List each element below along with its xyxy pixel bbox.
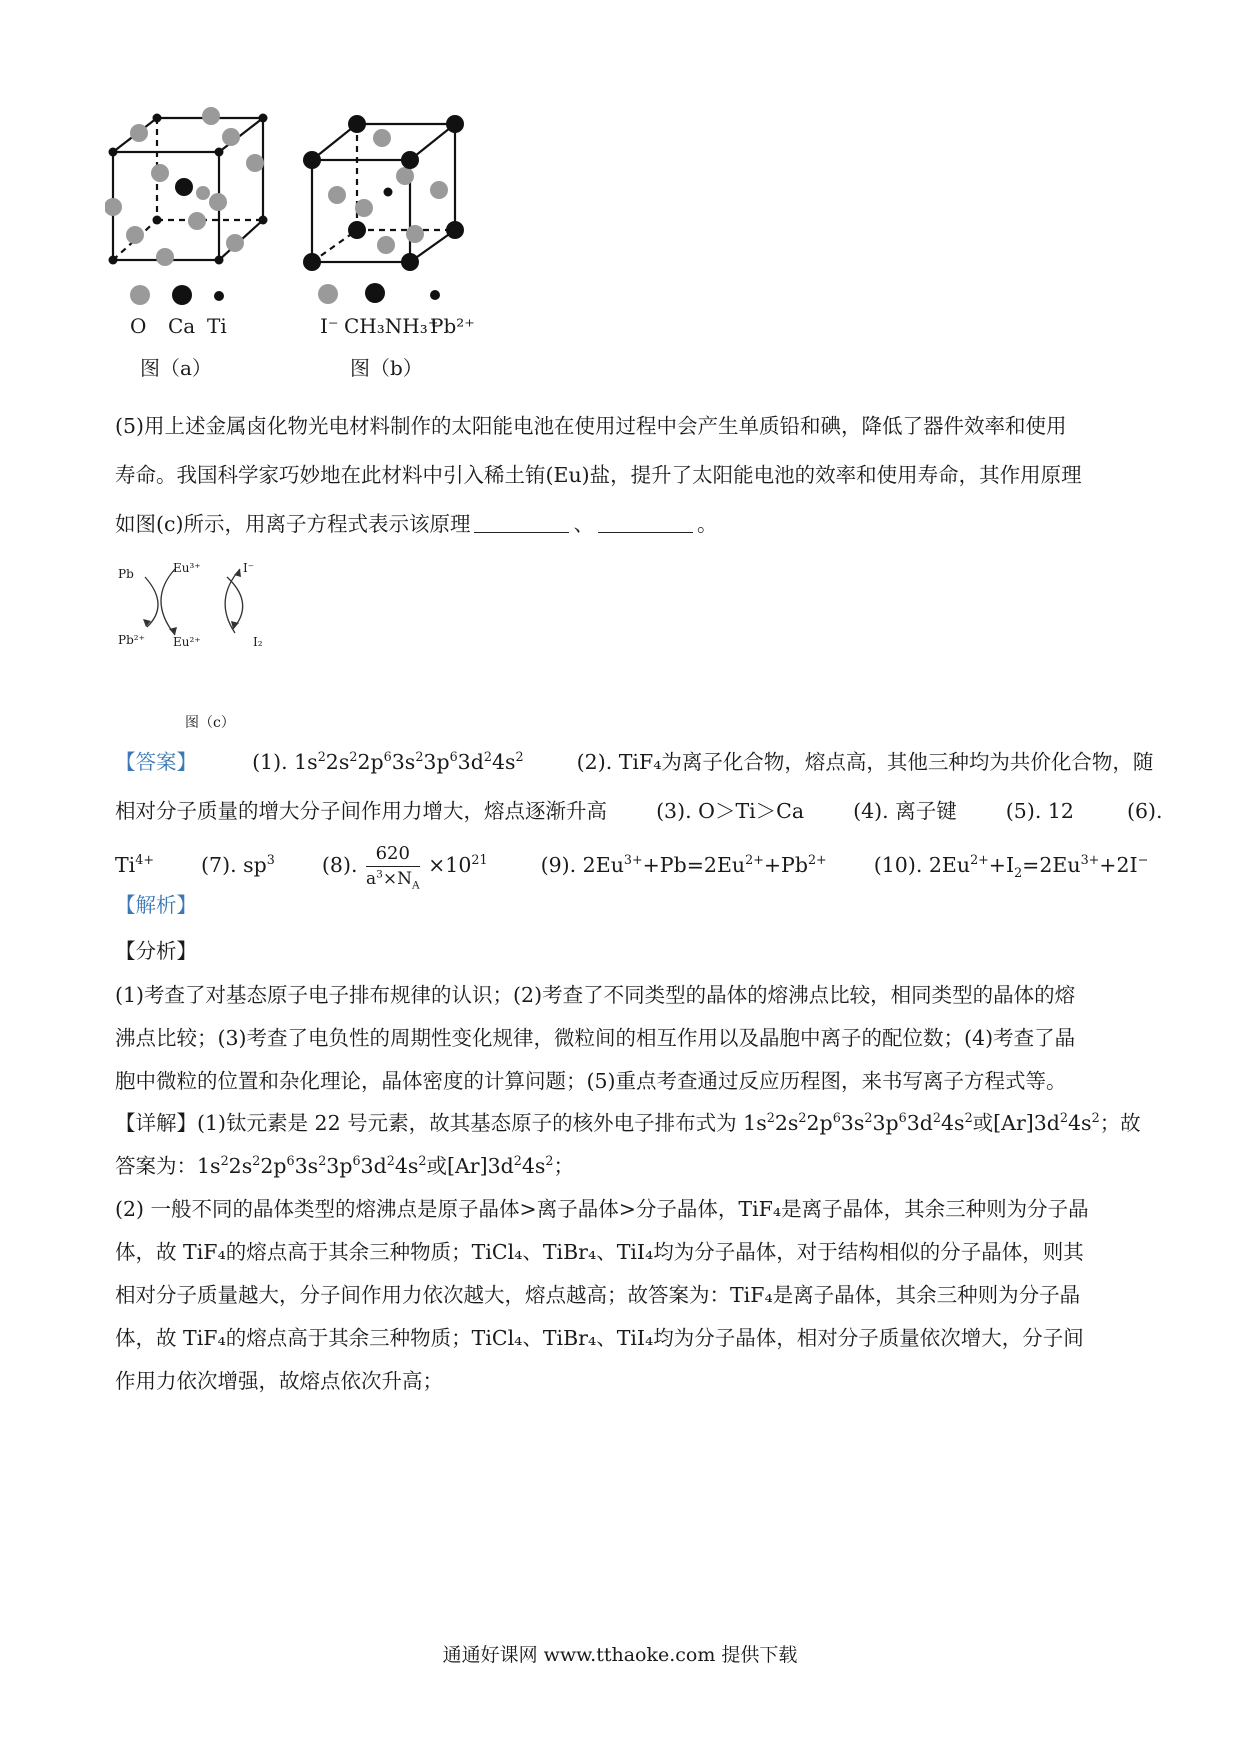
answer-4: (4). 离子键 [853, 799, 957, 823]
answer-6-value: $Ti^{4+}$ [115, 852, 154, 877]
analysis-block [115, 882, 1125, 1103]
question-5-line-3: 如图(c)所示，用离子方程式表示该原理 、 。 [115, 512, 718, 536]
answer-line-1 [115, 738, 1154, 787]
answer-3: (3). O＞Ti＞Ca [656, 799, 805, 823]
figure-a-crystal-cell [105, 100, 305, 340]
answer-8-label: (8). [321, 853, 358, 877]
analysis-sub-label: 【分析】 [115, 939, 197, 963]
label-i2: I₂ [253, 635, 263, 649]
legend-pb2: Pb²⁺ [430, 314, 475, 338]
fraction-denominator: $a^3\times N_A$ [366, 868, 420, 892]
detail-line-7: 作用力依次增强，故熔点依次升高； [115, 1369, 443, 1393]
answer-block [115, 738, 1163, 894]
analysis-line-2: 沸点比较；(3)考查了电负性的周期性变化规律，微粒间的相互作用以及晶胞中离子的配位数；(4)考查了晶 [115, 1026, 1076, 1050]
detail-line-1: 【详解】(1)钛元素是 22 号元素，故其基态原子的核外电子排布式为 $1s^22s^22p^63s^23p^63d^24s^2$或$[Ar]3d^24s^2$；故 [115, 1110, 1141, 1135]
detail-line-4: 体，故 TiF₄的熔点高于其余三种物质；TiCl₄、TiBr₄、TiI₄均为分子晶体，对于结构相似的分子晶体，则其 [115, 1240, 1084, 1264]
detail-line-6: 体，故 TiF₄的熔点高于其余三种物质；TiCl₄、TiBr₄、TiI₄均为分子晶体，相对分子质量依次增大，分子间 [115, 1326, 1084, 1350]
answer-1: (1). $1s^22s^22p^63s^23p^63d^24s^2$ [252, 749, 524, 774]
question-5-line-2: 寿命。我国科学家巧妙地在此材料中引入稀土铕(Eu)盐，提升了太阳能电池的效率和使用寿命，其作用原理 [115, 463, 1082, 487]
detail-block [115, 1102, 1141, 1403]
label-pb: Pb [118, 567, 134, 581]
answer-5: (5). 12 [1005, 799, 1074, 823]
label-eu2: Eu²⁺ [173, 635, 201, 649]
page-footer: 通通好课网 www.tthaoke.com 提供下载 [442, 1644, 798, 1666]
detail-line-3: (2) 一般不同的晶体类型的熔沸点是原子晶体>离子晶体>分子晶体，TiF₄是离子晶体，其余三种则为分子晶 [115, 1197, 1089, 1221]
answer-6-label: (6). [1127, 799, 1163, 823]
analysis-line-1: (1)考查了对基态原子电子排布规律的认识；(2)考查了不同类型的晶体的熔沸点比较，相同类型的晶体的熔 [115, 983, 1076, 1007]
answer-2-part-1: (2). TiF₄为离子化合物，熔点高，其他三种均为共价化合物，随 [576, 750, 1154, 774]
analysis-line-3: 胞中微粒的位置和杂化理论，晶体密度的计算问题；(5)重点考查通过反应历程图，来书写离子方程式等。 [115, 1069, 1067, 1093]
answer-blank-1 [474, 512, 569, 533]
figure-c-caption: 图（c） [185, 715, 235, 731]
figure-b-crystal-cell [300, 110, 480, 330]
detail-label: 【详解】 [115, 1111, 197, 1135]
detail-line-5: 相对分子质量越大，分子间作用力依次越大，熔点越高；故答案为：TiF₄是离子晶体，其余三种则为分子晶 [115, 1283, 1081, 1307]
label-pb2: Pb²⁺ [118, 633, 145, 647]
answer-label: 【答案】 [115, 750, 197, 774]
detail-line-2: 答案为：$1s^22s^22p^63s^23p^63d^24s^2$或$[Ar]3d^24s^2$； [115, 1153, 575, 1178]
answer-7: (7). $sp^3$ [201, 852, 275, 877]
legend-o: O [130, 314, 147, 338]
figure-b-caption: 图（b） [350, 356, 423, 380]
fraction-numerator: 620 [366, 842, 420, 867]
figure-c-redox-cycle [115, 555, 285, 665]
analysis-label: 【解析】 [115, 893, 197, 917]
question-5-line-1: (5)用上述金属卤化物光电材料制作的太阳能电池在使用过程中会产生单质铅和碘，降低了器件效率和使用 [115, 414, 1067, 438]
legend-ti: Ti [207, 314, 227, 338]
answer-line-2 [115, 787, 1163, 836]
answer-9: (9). $2Eu^{3+}+Pb=2Eu^{2+}+Pb^{2+}$ [540, 852, 827, 877]
answer-2-part-2: 相对分子质量的增大分子间作用力增大，熔点逐渐升高 [115, 799, 607, 823]
answer-10: (10). $2Eu^{2+}+I_2=2Eu^{3+}+2I^-$ [873, 852, 1149, 881]
legend-i-minus: I⁻ [320, 314, 339, 338]
legend-ch3nh3: CH₃NH₃⁺ [344, 314, 439, 338]
answer-blank-2 [598, 512, 693, 533]
label-i-minus: I⁻ [243, 561, 255, 575]
legend-ca: Ca [168, 314, 196, 338]
figure-a-caption: 图（a） [140, 356, 212, 380]
question-5 [115, 402, 1125, 549]
label-eu3: Eu³⁺ [173, 561, 201, 575]
answer-8-multiplier: $\times 10^{21}$ [428, 852, 488, 877]
